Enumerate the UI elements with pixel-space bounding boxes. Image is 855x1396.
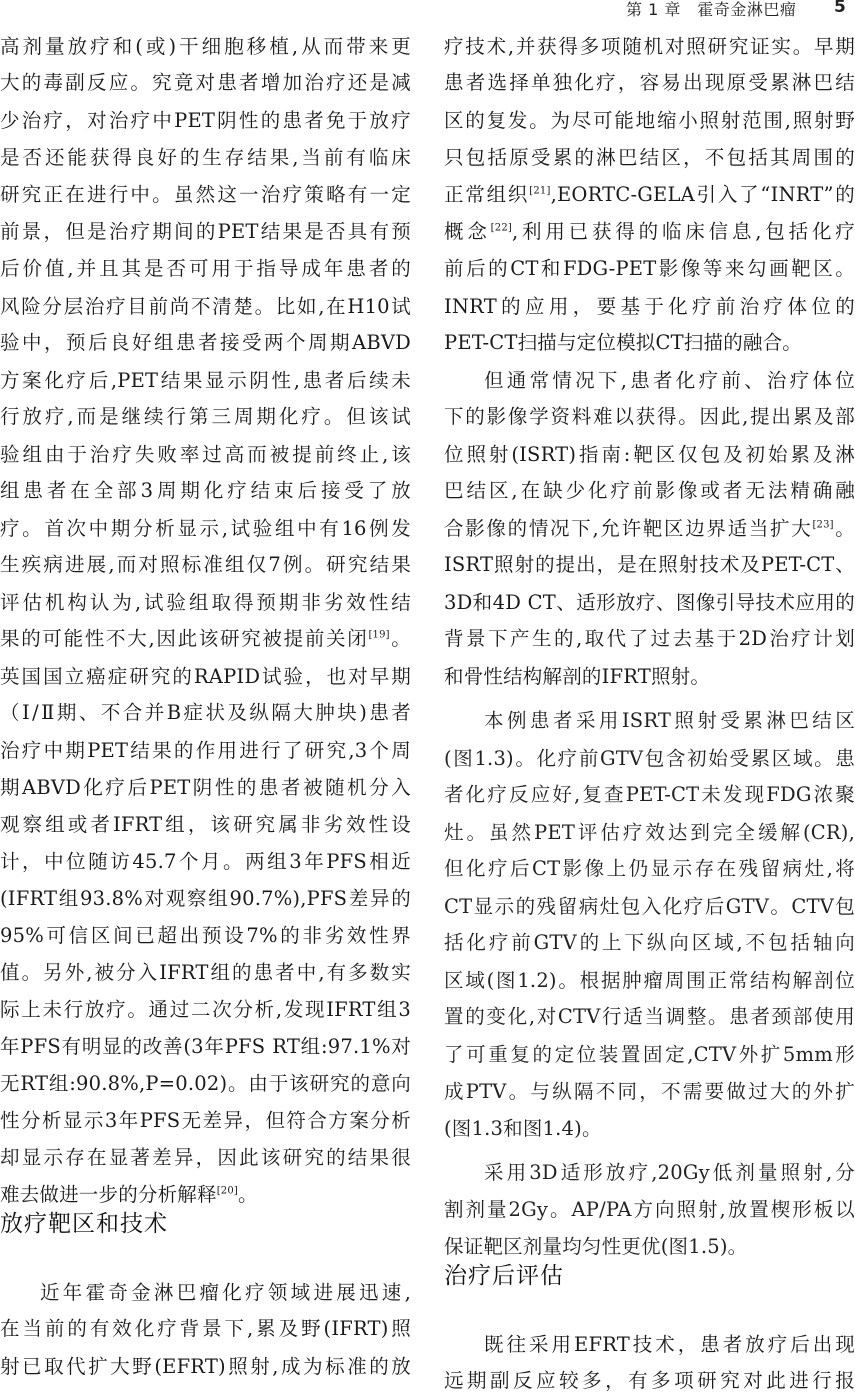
text-line: 区的复发。为尽可能地缩小照射范围,照射野 — [444, 109, 855, 132]
text-line: 下的影像学资料难以获得。因此,提出累及部 — [444, 405, 855, 428]
text-line: 研究正在进行中。虽然这一治疗策略有一定 — [0, 183, 411, 206]
text-line: 只包括原受累的淋巴结区，不包括其周围的 — [444, 146, 855, 169]
text-line: 背景下产生的,取代了过去基于2D治疗计划 — [444, 627, 855, 650]
text-line: 和骨性结构解剖的IFRT照射。 — [444, 665, 711, 688]
text-line: 验中，预后良好组患者接受两个周期ABVD — [0, 331, 411, 354]
text-line: 灶。虽然PET评估疗效达到完全缓解(CR), — [444, 821, 855, 844]
chapter-title: 第 1 章 霍奇金淋巴瘤 — [626, 0, 797, 19]
text-line: 位照射(ISRT)指南:靶区仅包及初始累及淋 — [444, 443, 855, 466]
text-line: 大的毒副反应。究竟对患者增加治疗还是减 — [0, 71, 411, 94]
text-line: 保证靶区剂量均匀性更优(图1.5)。 — [444, 1235, 748, 1258]
text-line: (图1.3)。化疗前GTV包含初始受累区域。患 — [444, 747, 855, 770]
citation-ref: [23] — [812, 519, 834, 531]
text-line: 却显示存在显著差异，因此该研究的结果很 — [0, 1146, 411, 1169]
text-line: 巴结区,在缺少化疗前影像或者无法精确融 — [444, 479, 855, 502]
text-line: 概念[22],利用已获得的临床信息,包括化疗 — [444, 220, 855, 243]
text-line: (IFRT组93.8%对观察组90.7%),PFS差异的 — [0, 887, 411, 910]
text-line: 本例患者采用ISRT照射受累淋巴结区 — [484, 709, 855, 732]
text-line: 3D和4D CT、适形放疗、图像引导技术应用的 — [444, 591, 855, 614]
text-line: ISRT照射的提出，是在照射技术及PET-CT、 — [444, 553, 855, 576]
text-line: 者化疗反应好,复查PET-CT未发现FDG浓聚 — [444, 783, 855, 806]
text-line: 是否还能获得良好的生存结果,当前有临床 — [0, 146, 411, 169]
text-line: 采用3D适形放疗,20Gy低剂量照射,分 — [484, 1161, 855, 1184]
citation-ref: [20] — [216, 1185, 239, 1197]
text-line: 观察组或者IFRT组，该研究属非劣效性设 — [0, 813, 411, 836]
text-line: 生疾病进展,而对照标准组仅7例。研究结果 — [0, 553, 411, 576]
text-line: 远期副反应较多，有多项研究对此进行报 — [444, 1369, 855, 1392]
text-line: 患者选择单独化疗，容易出现原受累淋巴结 — [444, 71, 855, 94]
text-line: 计，中位随访45.7个月。两组3年PFS相近 — [0, 850, 411, 873]
text-line: 区域(图1.2)。根据肿瘤周围正常结构解剖位 — [444, 969, 855, 992]
text-line: 前景，但是治疗期间的PET结果是否具有预 — [0, 220, 411, 243]
text-line: 但通常情况下,患者化疗前、治疗体位 — [484, 369, 855, 392]
text-line: 疗。首次中期分析显示,试验组中有16例发 — [0, 517, 411, 540]
text-line: 在当前的有效化疗背景下,累及野(IFRT)照 — [0, 1317, 411, 1340]
text-line: 95%可信区间已超出预设7%的非劣效性界 — [0, 924, 411, 947]
text-line: (图1.3和图1.4)。 — [444, 1117, 602, 1140]
citation-ref: [19] — [368, 629, 390, 641]
text-line: 难去做进一步的分析解释[20]。 — [0, 1183, 258, 1206]
text-line: 成PTV。与纵隔不同，不需要做过大的外扩 — [444, 1080, 855, 1103]
text-line: INRT的应用，要基于化疗前治疗体位的 — [444, 295, 855, 318]
text-line: 年PFS有明显的改善(3年PFS RT组:97.1%对 — [0, 1035, 411, 1058]
text-line: 际上未行放疗。通过二次分析,发现IFRT组3 — [0, 998, 411, 1021]
text-line: 期ABVD化疗后PET阴性的患者被随机分入 — [0, 776, 411, 799]
text-line: 割剂量2Gy。AP/PA方向照射,放置楔形板以 — [444, 1198, 855, 1221]
text-line: 高剂量放疗和(或)干细胞移植,从而带来更 — [0, 35, 411, 58]
text-line: 了可重复的定位装置固定,CTV外扩5mm形 — [444, 1043, 855, 1066]
text-line: 值。另外,被分入IFRT组的患者中,有多数实 — [0, 961, 411, 984]
text-line: 组患者在全部3周期化疗结束后接受了放 — [0, 479, 411, 502]
text-line: 方案化疗后,PET结果显示阴性,患者后续未 — [0, 369, 411, 392]
text-line: （Ⅰ/Ⅱ期、不合并B症状及纵隔大肿块)患者 — [0, 701, 411, 724]
page-number: 5 — [834, 0, 846, 17]
section-heading: 治疗后评估 — [444, 1263, 564, 1289]
text-line: 但化疗后CT影像上仍显示存在残留病灶,将 — [444, 857, 855, 880]
running-header — [0, 0, 855, 22]
text-line: 行放疗,而是继续行第三周期化疗。但该试 — [0, 405, 411, 428]
text-line: 后价值,并且其是否可用于指导成年患者的 — [0, 257, 411, 280]
text-line: 置的变化,对CTV行适当调整。患者颈部使用 — [444, 1005, 855, 1028]
text-line: 英国国立癌症研究的RAPID试验，也对早期 — [0, 665, 411, 688]
citation-ref: [22] — [490, 222, 512, 234]
text-line: 近年霍奇金淋巴瘤化疗领域进展迅速, — [40, 1281, 411, 1304]
citation-ref: [21] — [529, 185, 551, 197]
text-line: 无RT组:90.8%,P=0.02)。由于该研究的意向 — [0, 1072, 411, 1095]
text-line: 前后的CT和FDG-PET影像等来勾画靶区。 — [444, 257, 855, 280]
text-line: 括化疗前GTV的上下纵向区域,不包括轴向 — [444, 931, 855, 954]
text-line: 风险分层治疗目前尚不清楚。比如,在H10试 — [0, 295, 411, 318]
text-line: 射已取代扩大野(EFRT)照射,成为标准的放 — [0, 1355, 411, 1378]
text-line: 合影像的情况下,允许靶区边界适当扩大[23]。 — [444, 517, 855, 540]
text-line: 评估机构认为,试验组取得预期非劣效性结 — [0, 591, 411, 614]
text-line: 既往采用EFRT技术，患者放疗后出现 — [484, 1333, 855, 1356]
text-line: 疗技术,并获得多项随机对照研究证实。早期 — [444, 35, 855, 58]
text-line: 果的可能性不大,因此该研究被提前关闭[19]。 — [0, 627, 411, 650]
text-line: 性分析显示3年PFS无差异，但符合方案分析 — [0, 1109, 411, 1132]
text-line: 治疗中期PET结果的作用进行了研究,3个周 — [0, 739, 411, 762]
text-line: 正常组织[21],EORTC-GELA引入了“INRT”的 — [444, 183, 855, 206]
text-line: 少治疗，对治疗中PET阴性的患者免于放疗 — [0, 109, 411, 132]
section-heading: 放疗靶区和技术 — [0, 1211, 168, 1237]
text-line: CT显示的残留病灶包入化疗后GTV。CTV包 — [444, 895, 855, 918]
text-line: 验组由于治疗失败率过高而被提前终止,该 — [0, 443, 411, 466]
text-line: PET-CT扫描与定位模拟CT扫描的融合。 — [444, 331, 802, 354]
